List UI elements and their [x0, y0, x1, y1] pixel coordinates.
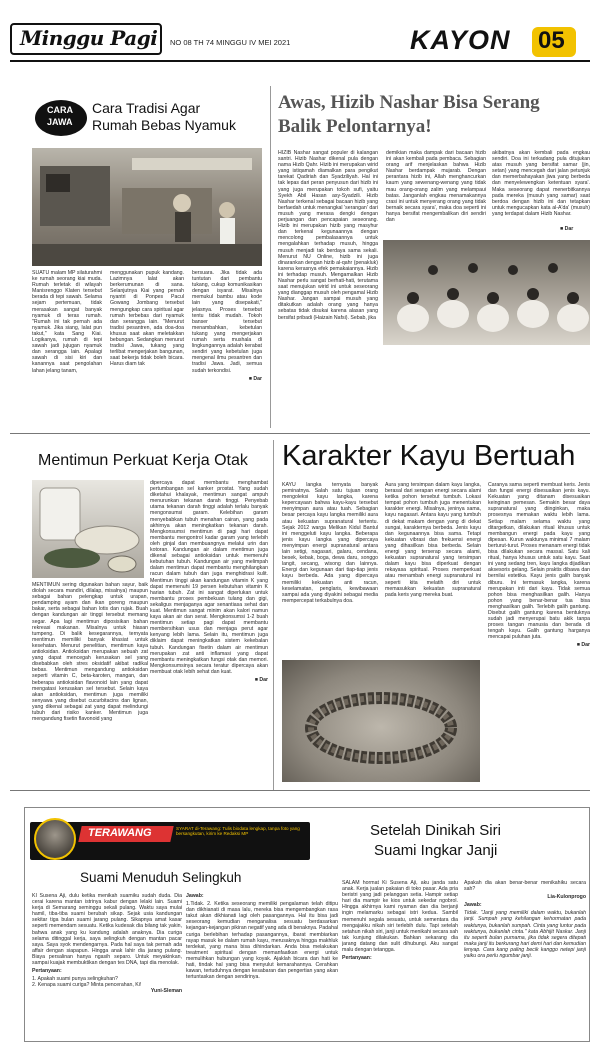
letter1-question-2: 2. Kenapa suami curiga? Minta pencerahan, Ki! — [32, 982, 142, 989]
letter2-answer — [464, 880, 586, 1035]
letter1-answer-text: 1.Tidak. 2. Ketika seseorang memiliki pengalaman telah ditipu dan dikhianati di masa lalu, mereka bisa mengembangkan rasa takut akan dikhianati lagi oleh pasangannya. Hal itu bisa jadi seseorang kemudian menganalisa sesuatu berdasarkan kejangan-kejangan pikiran negatif yang ada di benaknya. Padahal curiga berlebihan terhadap pasangannya, ibarat membiarkan rayap masuk ke dalam rumah kayu, merusaknya hingga makhluk terdekat, yang mana bisa dihindarkan. Anda bisa melakukan treatment spiritual dengan memanfaatkan energi untuk memulihkan hubungan yang koyak. Ajaklah bicara dan hati ke hati, tindak hal yang bisa menyulut kemarahannya. Cerahkan kawan, tertuduhnya dengan kesabaran dan pengertian yang akan tertuntaskan dengan sendirinya. — [186, 901, 338, 981]
article4-end: ■ Dar — [254, 677, 268, 683]
article4-column-1 — [32, 582, 148, 787]
bracelet-illustration — [282, 660, 480, 782]
article1-title-line1: Cara Tradisi Agar — [92, 100, 201, 116]
article2-title-line1: Awas, Hizib Nashar Bisa Serang — [278, 92, 540, 113]
article1-column-2 — [110, 270, 184, 428]
cucumber-illustration — [32, 480, 144, 578]
article2-text-2: demikian maka dampak dari bacaan hizib ini akan kembali pada pembaca. Sebagian orang arif menjelaskan bahwa Hizib Nashar berdampak mujarab. Dengan perantara hizib ini, Allah menghancurkan kaum yang sewenang-wenang yang tidak mau orang-orang zalim yang melampaui batas. Janganlah engkau menamakannya crasi ini untuk menyerang orang yang tidak bernaik secara syara', maka doa seperti ini hanya bersifat mengembalikan diri sendiri dan — [386, 150, 486, 224]
article3-column-2 — [385, 482, 481, 657]
article3-text-2: Aura yang tersimpan dalam kayu langka, berasal dari serapan energi secara alami ketika pohon tersebut tumbuh. Lokasi tempat pohon tumbuh juga menentukan karakter energi. Misalnya, jeninya sama, kayu nagasari. Antara kayu yang tumbuh di dekat makam dengan yang di dekat sungai, karakternya berbeda. Jenis kayu dan kegunaannya bisa sama. Tetapi kekuatan vibrasi dan frekuensi energi yang dihasilkan bisa berbeda. Selain energi yang terserap secara alami, kekuatan supranatural yang tersimpan dalam kayu bisa diperkuat dengan rekayasa spiritual. Proses memperkuat atau menambah energi supranatural ini seperti kita melatih diri untuk memasukkan kekuatan supranatural pada keris yang mereka buat. — [385, 482, 481, 598]
article3-end: ■ Dar — [576, 642, 590, 649]
article2-column-2 — [386, 150, 486, 238]
article4-text-1: MENTIMUN sering digunakan bahan sayur, baik diolah secara mandiri, dilalap, misalnya) maupun sebagai bahan pelengkap untuk urapan, pendamping ayam dan ikan goreng maupun bakar, serta sebagai bahan lotis dan rujak. Buah dengan kandungan air tinggi tersebut memang segar. Apa lagi mentimun diposisikan bahan rekreasi makanan. Misalnya untuk hiasan tumpeng. Di balik kesegarannya, ternyata mentimun memiliki banyak khasiat untuk kesehatan. Menurut penelitian, mentimun kaya antioksidan. Antioksidan merupakan sebuah zat yang dapat mencegah kerusakan sel yang disebabkan oleh stres oksidatif akibat radikal bebas. Mentimun mengandung antioksidan seperti vitamin C, beta-karoten, mangan, dan beberapa antioksidan flavonoid lain yang dapat mengatasi kerusakan sel tersebut. Selain kaya akan antioksidan, mentimun juga memiliki senyawa yang disebut cucurbitacins dan lignan, yang dikenal sebagai zat yang dapat melindungi tubuh dari risiko kanker. Mentimun juga mengandung fisetin flavonoid yang — [32, 582, 148, 723]
issue-info: NO 08 TH 74 MINGGU IV MEI 2021 — [170, 38, 291, 47]
article3-text-3: Caranya sama seperti membuat keris. Jenis dan fungsi energi disesuaikan jenis kayu. Kekuatan yang ditanam disesuaikan keinginan pemesan. Semakin besar daya supranatural yang diinginkan, maka prosesnya memakan waktu lebih lama. Setiap malam selama waktu yang ditargetkan, dilakukan ritual khusus untuk membangun energi pada kayu yang dipesan. Kurun waktunya minimal 7 malam berturut-turut. Proses menanam energi tidak bisa dilakukan secara massal. Satu kali ritual, hanya khusus untuk satu kayu. Saat ini yang sedang tren, kayu langka dijadikan aksesoris gelang. Selain praktis dibawa dan bernilai estetika. Kayu jenis galih banyak diburu. Ini termasuk langka, karena merupakan inti dari kayu. Tidak semua pohon bisa menghasilkan galih. Hanya pohon yang benar-benar tua bisa menghasilkan galih. Terlebih galih gantung. Disebut galih gantung karena bentuknya sudah jadi menyerupai batu akik tanpa proses tangan manusia dan berada di tengah kayu. Galih gantung harganya mencapai puluhan juta. — [488, 482, 590, 641]
article3-text-1: KAYU langka ternyata banyak peminatnya. Salah satu tujuan orang mengoleksi kayu langka, karena kepercayaan bahwa kayu-kayu tersebut menyimpan aura atau tuah. Sebagian besar percaya kayu langka memiliki aura atau kekuatan supranatural tertentu. Sejak 2012 warga Melikan Kidul Bantul ini menggeluti kayu langka. Beberapa jenis kayu langka yang dipercaya menyimpan energi supranatural antara lain setigi, nagasari, galaru, cendana, besek, kebak, boga, dewa daru, songgo langit, secang, wisong dan lainnya. Energi dan kegunaan dari tiap-tiap jenis kayu berbeda. Ada yang dipercaya memiliki kekuatan anti racun, keselamatan, penglaris, kewibawaan sampai ada yang diyakini sebagai media mempercepat terkabulnya doa. — [282, 482, 378, 604]
article1-column-1 — [32, 270, 102, 428]
photo-builders — [32, 148, 262, 266]
article1-end: ■ Dar — [248, 375, 262, 382]
photo-congregation — [383, 240, 590, 345]
builders-illustration — [32, 148, 262, 266]
article3-column-3 — [488, 482, 590, 782]
article4-column-2 — [150, 480, 268, 785]
article2-end: ■ Dar — [560, 226, 574, 232]
kicker-line-2: JAWA — [47, 117, 73, 127]
article3-column-1 — [282, 482, 378, 657]
letter1-intro: KI Susena Aji, dulu ketika menikah suamiku sudah duda. Dia cerai karena mantan istrinya kabur dengan lelaki lain. Suami kerja di Semarang seminggu sekali pulang. Waktu saya mulai hamil, tiba-tiba suami berubah sikap. Sejak usia kandungan sekitar tiga bulan suami jarang pulang. Sikapnya amat kasar seperti memendam sesuatu. Ketika kudesak dia bilang tak yakin, bahwa anak yang ku kandung adalah anaknya. Dia curiga selama ditinggal kerja, saya selingkuh dengan mantan pacar saya. Saya syok mendengarnya. Pada hal saya tak pernah ada affair dengan siapapun. Hingga anak lahir dia jarang pulang. Biaya persalinan hanya ngasih separo. Untuk meyakinkan, sampai kuajak membuktikan dengan tes DNA, tapi dia menolak. — [32, 893, 182, 967]
terawang-tag: TERAWANG — [88, 827, 152, 839]
article1-text-3: bersuara. Jika tidak ada tuntutan dari pembantu tukang, cukup komunikasikan dengan isyarat. Misalnya memukul bambu atau kode lain yang disepakati," jelasnya. Proses tersebut tentu tidak mudah. Tokoh banser tersebut menambahkan, kebetulan tukang yang mengerjakan rumah serta mushala di lingkungannya adalah kerabat sendiri yang kebetulan juga mengenal ilmu pesantren dan tradisi Jawa. Jadi, semua sudah terkondisi. — [192, 270, 262, 374]
article2-column-1 — [278, 150, 378, 425]
letter2-title-line1: Setelah Dinikah Siri — [370, 822, 501, 839]
letter2-sender: Lia-Kulonprogo — [547, 894, 586, 901]
photo-bracelet — [282, 660, 480, 782]
divider-top — [270, 86, 271, 428]
letter1-answer-label: Jawab: — [186, 893, 204, 899]
section-title: KAYON — [410, 25, 511, 55]
article1-title-line2: Rumah Bebas Nyamuk — [92, 117, 236, 133]
terawang-notice: SYARAT di-Terawang: Tulis biodata lengkap, tanpa foto yang bersangkutan, kirim ke Redaksi MP — [176, 826, 300, 837]
photo-cucumber — [32, 480, 144, 578]
letter1-title: Suami Menuduh Selingkuh — [80, 870, 242, 885]
article1-text-2: menggunakan pupuk kandang. Lazimnya lalat akan berkerumunan di sana. Selanjutnya Kiai yang pernah nyantri di Ponpes Pacul Gowang Jombang tersebut mengungkap cara spiritual agar rumah terbebas dari nyamuk dan serangga lain. "Menurut tradisi pesantren, ada doa-doa khusus saat akan meletakkan bebungan. Sedangkan menurut tradisi Jawa, tukang yang terlibat mengerjakan bangunan, saat bekerja tidak boleh bicara. Harus diam tak — [110, 270, 184, 368]
letter1-answer — [186, 893, 338, 1033]
divider-mid-2 — [10, 790, 590, 791]
kicker-line-1: CARA — [47, 105, 73, 115]
page-number: 05 — [538, 27, 565, 54]
article2-text-1: HIZIB Nashar sangat populer di kalangan santri. Hizib Nashar dikenal pula dengan nama Hizib Qahr. Hizib ini merupakan wirid yang istiqamah diamalkan para pengikut tarekat Qadiriah dan Syadziliyah. Hal ini tak lepas dari peran penyusun dari hizib ini yang juga merupakan tokoh sufi, yaitu Syekh Abil Hasan asy-Syadzili. Hizib Nashar terkenal sebagai bacaan hizib yang berfaedah untuk menangkal 'serangan' dari musuh yang merasa dengki dengan perjuangan dan pencapaian seseorang. Hizib ini merupakan hizib yang masyhur dan terkenal kegunaannya dengan mencolong pembalasannya untuk mengalahkan terhadap musuh, hingga musuh menjadi tak berdaya sama sekali. Menurut NU Online, hizib ini juga dinarankan dengan hizib al-qahr (penakluk) karena kerasnya efek pemakaiannya. Hizib ini terhadap musuh. Mengamalkan Hizib Nashar perlu sangat berhati-hati, terutama saat menujukan wirid ini untuk seseorang yang dianggap musuh oleh pengamal Hizib Nashar. Jangan sampai musuh yang ditakutkan adalah orang yang hanya sebatas tidak disukai karena alasan yang bersifat pribadi (Haizain Nafsi). Sebab, jika — [278, 150, 378, 321]
letter1-question-1: 1. Apakah suami punya selingkuhan? — [32, 976, 118, 983]
congregation-illustration — [383, 240, 590, 345]
letter2-answer-label: Jawab: — [464, 902, 482, 909]
letter2-answer-text: Tidak. "Janji yang memiliki dalam waktu, bukanlah janji. Sumpah yang kehilangan kehormatan pada waktunya, bukanlah sumpah. Cinta yang luntur pada waktunya, bukanlah cinta." kata Abhijit Naskar. Janji itu seperti bulan purnama, jika tidak segera ditepati maka janji itu berkurang hari demi hari dan kemudian lenyap. Cara kang paling becik kanggo netepi janji yaiku ora perlu ngumbar janji. — [464, 910, 586, 960]
article1-text-1: SUATU malam MP silaturahmi ke rumah seorang kiai muda. Rumah terletak di wilayah Manisrenggo Klaten tersebut berada di tepi sawah. Selama sejam pertemuan, tidak merasakan sangat banyak nyamuk di teras rumah. "Rumah ini tak pernah ada nyamuk. Jika siang, lalat pun takut," kata Sang Kiai. Logikanya, rumah di tepi sawah jadi jujugan nyamuk dan serangga lain. Apalagi sawah di sisi kiri dan kanannya saat pengolahan lahan jelang tanam, — [32, 270, 102, 374]
letter2-intro: SALAM hormat Ki Susena Aji, aku janda satu anak. Kerja jualan pakaian di toko pasar. Ada pria beristri yang jadi pelanggan setia. Hampir setiap hari dia mampir ke kios untuk sekedar ngobrol. Hingga akhirnya kami nyaman dan dia berjanji ingin melamarku sebagai istri kedua. Sambil memenuhi segala sesuatu, untuk sementara dia mengajakku nikah siri terlebih dulu. Tapi setelah setahun nikah siri, janji untuk menikahi secara sah tak kunjung dilakukan. Bahkan sekarang dia jarang datang dan sulit dihubungi. Aku sangat malu dengan tetangga. — [342, 880, 458, 954]
letter2-title-line2: Suami Ingkar Janji — [374, 842, 498, 859]
masthead — [0, 0, 600, 62]
divider-mid — [273, 440, 274, 790]
article3-title: Karakter Kayu Bertuah — [282, 440, 576, 472]
letter2-question: Apakah dia akan benar-benar menikahiku secara sah? — [464, 880, 586, 893]
letter2-questions-label: Pertanyaan: — [342, 955, 372, 962]
masthead-rule — [10, 60, 590, 62]
article1-column-3 — [192, 270, 262, 428]
divider-mid-1 — [10, 433, 590, 434]
letter1-sender: Yuni-Sleman — [150, 988, 182, 995]
article2-text-3: akibatnya akan kembali pada engkau sendiri. Doa ini terkadang pula ditujukan atas musuh yang bersifat samar (jin, setan) yang mencegah dari jalan petunjuk dan memerbahayakan jiwa yang berbeda dan menyelewengkan ketentuan syara'. Maka seseorang dapat menerbitkannya pada mereka (musuh yang samar) saat berdoa dengan hizib ini dan tetapkan untuk mengucapkan kata al-A'da' (musuh) yang terdapat dalam Hizib Nashar. — [492, 150, 590, 217]
article4-text-2: dipercaya dapat membantu menghambat pertumbangan sel kanker prostat. Yang sudah diketahui khalayak, mentimun sangat ampuh menurunkan tekanan darah tinggi. Penyebab utama tekanan darah tinggi adalah terlalu banyak mengonsumsi garam. Kelebihan garam menyebabkan tubuh menahan cairan, yang pada akhirnya akan meningkatkan tekanan darah. Mengkonsumsi mentimun di pagi hari dapat membantu mengontrol kadar garam yang terlebih oleh ginjal dan membuangnya melalui urin dan kotoran. Kandungan air dalam mentimun juga dikenal sebagai antioksidan untuk memenuhi kebutuhan tubuh. Kandungan air yang melimpah dalam mentimun dapat membantu menghilangkan racun dalam tubuh dan juga menghidrasi kulit. Mentimun tinggi akan kandungan vitamin K yang dapat memenuhi 19 persen kebutuhan vitamin K harian tubuh. Zat ini sangat diperlukan untuk membantu proses pembekuan tulang dan gigi, sekaligus menjaganya agar senantiasa sehat dan kuat. Mentimun sangat minim akan kalori namun kaya akan air dan serat. Mengkonsumsi 1-2 buah mentimun setiap pagi dapat membantu membersihkan usus dan menjaga perut agar kenyang lebih lama. Selain itu, mentimun juga diklaim dapat meningkatkan sistem kekebalan tubuh. Kandungan fisetin dalam air mentimun merupakan zat anti inflamasi yang dapat membantu meningkatkan fungsi otak dan memori. Mengkonsumsinya secara teratur dipercaya akan membuat otak lebih sehat dan kuat. — [150, 480, 268, 675]
logo-text: Minggu Pagi — [20, 26, 158, 50]
letter1-body — [32, 893, 182, 1033]
psychic-portrait — [34, 818, 76, 860]
letter2-body — [342, 880, 458, 1035]
article2-column-3 — [492, 150, 590, 238]
letter1-questions-label: Pertanyaan: — [32, 968, 62, 975]
article4-title: Mentimun Perkuat Kerja Otak — [38, 452, 248, 469]
article2-title-line2: Balik Pelontarnya! — [278, 116, 432, 137]
